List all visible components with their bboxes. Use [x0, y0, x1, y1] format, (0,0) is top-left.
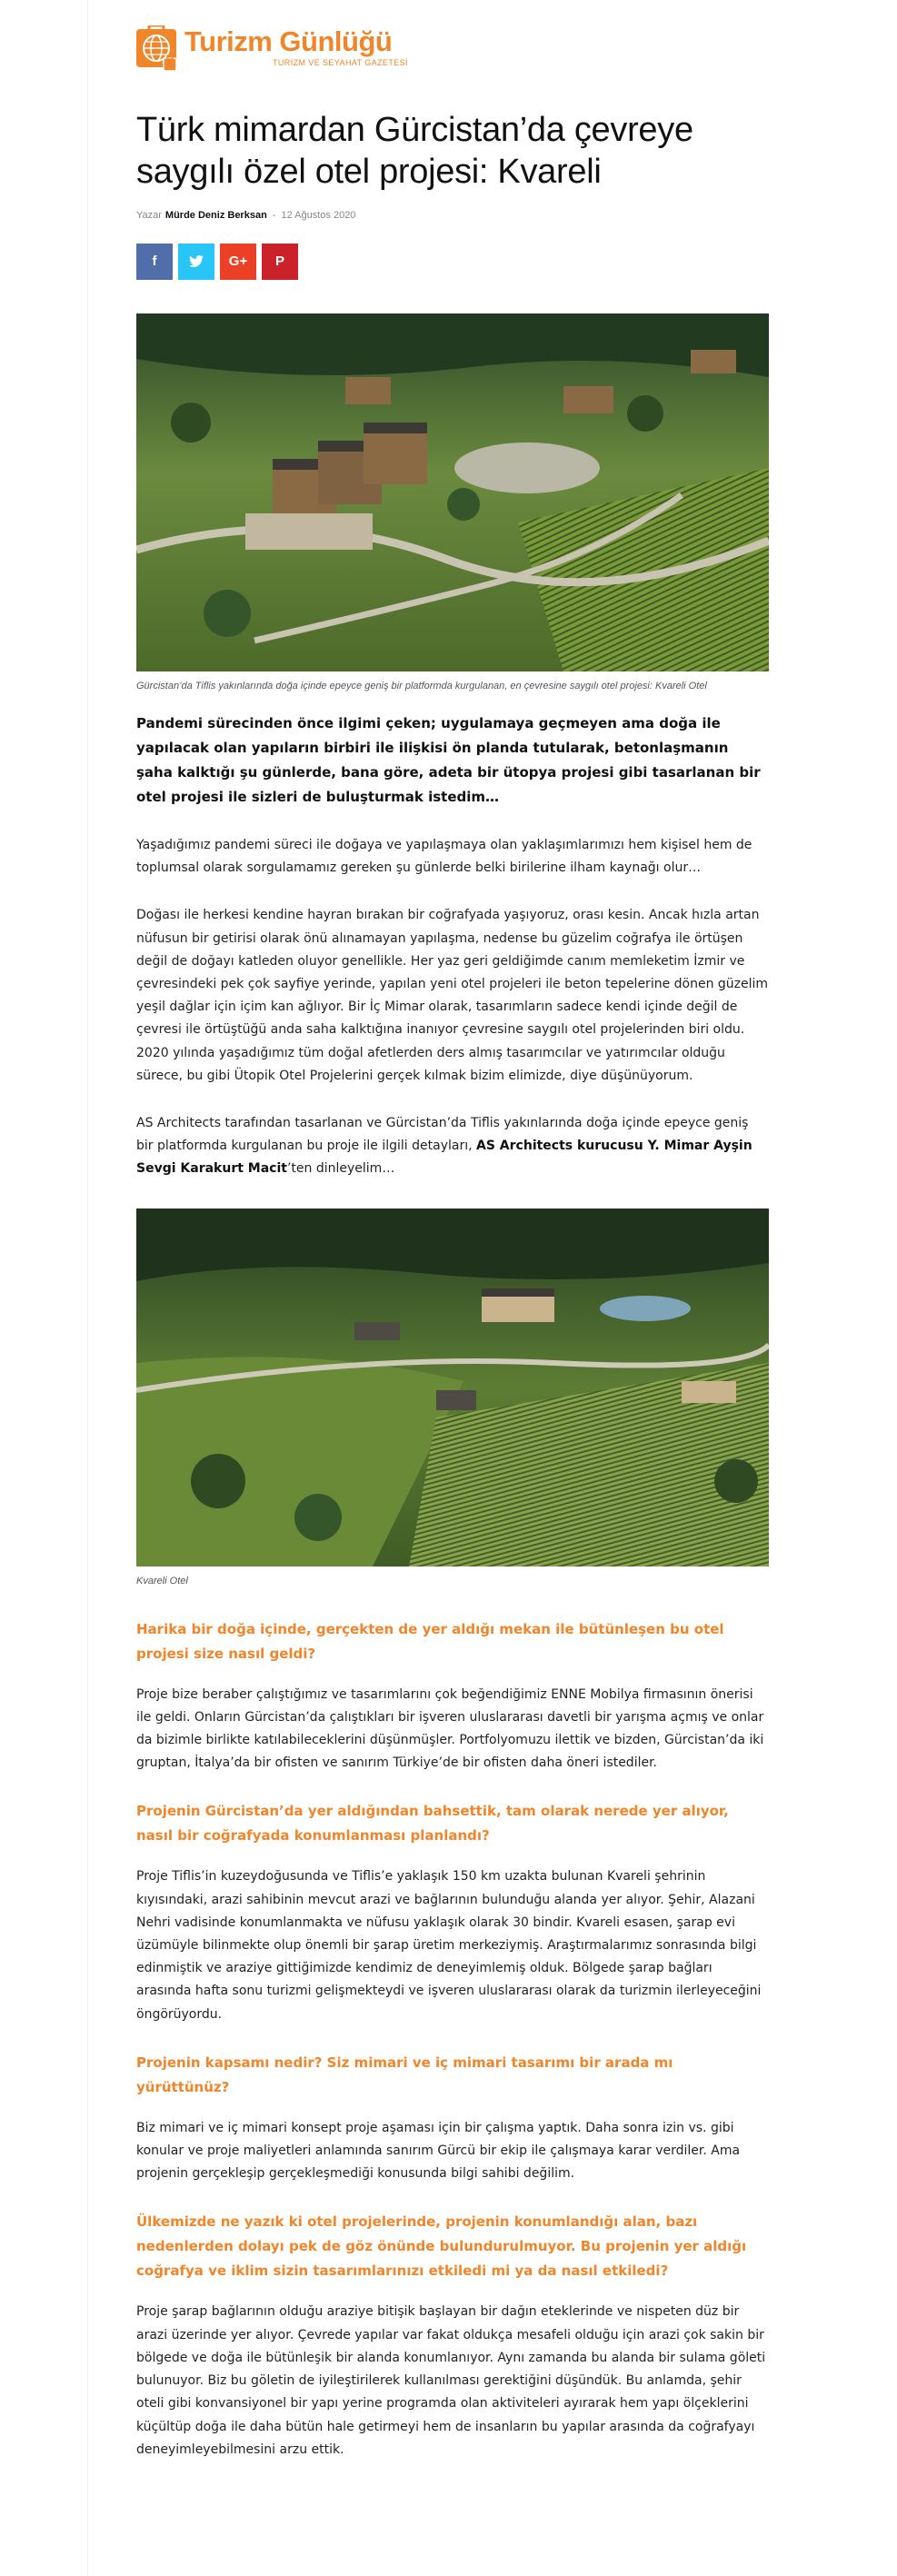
interview-answer: Proje şarap bağlarının olduğu araziye bitişik başlayan bir dağın eteklerinde ve nispeten düz bir arazi üzerinde yer alıyor. Çevrede yapılar var fakat oldukça mesafeli olduğu için arazi çok sakin bir bölgede ve doğa ile bütünleşik bir alanda konumlanıyor. Aynı zamanda bu alanda bir sulama göleti bulunuyor. Biz bu göletin de iyileştirilerek kullanılması gerektiğini düşündük. Bu anlamda, şehir oteli gibi konvansiyonel bir yapı yerine programda olan aktiviteleri ayırarak hem yapı ölçeklerini küçültüp doğa ile daha bütün hale getirmeyi hem de insanların bu yapılar arasında da coğrafyayı deneyimleyebilmesini arzu ettik. [136, 2304, 766, 2457]
article [136, 109, 769, 2462]
architect-name: AS Architects kurucusu Y. Mimar Ayşin Sevgi Karakurt Macit [136, 1139, 752, 1177]
interview-question: Ülkemizde ne yazık ki otel projelerinde, projenin konumlandığı alan, bazı nedenlerden dolayı pek de göz önünde bulundurulmuyor. Bu projenin yer aldığı coğrafya ve iklim sizin tasarımlarınızı etkiledi mi ya da nasıl etkiledi? [136, 2213, 747, 2280]
article-paragraph: Doğası ile herkesi kendine hayran bırakan bir coğrafyada yaşıyoruz, orası kesin. Ancak hızla artan nüfusun bir getirisi olarak önü alınamayan yapılaşma, nedense bu güzelim coğrafya ile örtüşen değil de doğayı katleden oluyor genellikle. Her yaz geri geldiğimde canım memleketim İzmir ve çevresindeki pek çok sayfiye yerinde, yapılan yeni otel projeleri ile beton tepelerine dönen güzelim yeşil dağlar için içim kan ağlıyor. Bir İç Mimar olarak, tasarımların sadece kendi içinde değil de çevresi ile örtüştüğü anda saha kalktığına inanıyor çevresine saygılı otel projelerinden biri oldu. 2020 yılında yaşadığımız tüm doğal afetlerden ders almış tasarımcılar ve yatırımcılar olduğu sürece, bu gibi Ütopik Otel Projelerini gerçek kılmak bizim elimizde, diye düşünüyorum. [136, 908, 769, 1083]
globe-suitcase-icon[interactable] [136, 25, 178, 73]
interview-question: Harika bir doğa içinde, gerçekten de yer aldığı mekan ile bütünleşen bu otel projesi size nasıl geldi? [136, 1620, 724, 1662]
site-header [136, 25, 409, 76]
article-paragraph: Yaşadığımız pandemi süreci ile doğaya ve yapılaşmaya olan yaklaşımlarımızı hem kişisel hem de toplumsal olarak sorgulamamız gereken şu günlerde belki birilerine ilham kaynağı olur… [136, 838, 752, 876]
article-paragraph [136, 1112, 769, 1181]
publish-date: 12 Ağustos 2020 [281, 210, 356, 221]
site-logo-name[interactable]: Turizm Günlüğü [184, 25, 393, 57]
featured-image-figure [136, 313, 769, 693]
interview-answer: Proje Tiflis’in kuzeydoğusunda ve Tiflis’e yaklaşık 150 km uzakta bulunan Kvareli şehrinin kıyısındaki, arazi sahibinin mevcut arazi ve bağlarının bulunduğu alanda yer alıyor. Şehir, Alazani Nehri vadisinde konumlanmakta ve nüfusu yaklaşık olarak 30 bindir. Kvareli esasen, şarap evi üzümüyle bilinmekte olup önemli bir şarap üretim merkeziymiş. Araştırmalarımız sonrasında bilgi edinmiştik ve araziye gittiğimizde kendimiz de deneyimlemiş olduk. Bölgede şarap bağları arasında hafta sonu turizmi gelişmekteydi ve işveren uluslararası olarak da turizmin ilerleyeceğini öngörüyordu. [136, 1869, 762, 2022]
article-title: Türk mimardan Gürcistan’da çevreye saygılı özel otel projesi: Kvareli [136, 111, 693, 191]
interview-answer: Proje bize beraber çalıştığımız ve tasarımlarını çok beğendiğimiz ENNE Mobilya firmasının önerisi ile geldi. Onların Gürcistan’da çalıştıkları bir işveren uluslararası davetli bir yarışma açmış ve onlar da bizimle birlikte katılabileceklerini düşünmüşler. Portfolyomuzu ilettik ve bizden, Gürcistan’da iki gruptan, İtalya’da bir ofisten ve sanırım Türkiye’de bir ofisten daha öneri istediler. [136, 1686, 764, 1771]
hotel-landscape-render-image [136, 1208, 769, 1566]
pinterest-icon: P [274, 254, 284, 269]
article-lead: Pandemi sürecinden önce ilgimi çeken; uygulamaya geçmeyen ama doğa ile yapılacak olan yapıların birbiri ile ilişkisi ön planda tutularak, betonlaşmanın şaha kalktığı şu günlerde, bana göre, adeta bir ütopya projesi gibi tasarlanan bir otel projesi ile sizleri de buluşturmak istedim… [136, 715, 761, 805]
facebook-icon: f [152, 254, 157, 269]
article-meta [136, 210, 769, 223]
share-bar [136, 244, 769, 280]
interview-answer: Biz mimari ve iç mimari konsept proje aşaması için bir çalışma yaptık. Daha sonra izin vs. gibi konular ve proje maliyetleri anlamında sanırım Gürcü bir ekip ile çalışmaya karar verdiler. Ama projenin gerçekleşip gerçekleşmediği konusunda bilgi sahibi değilim. [136, 2120, 741, 2182]
author-prefix: Yazar [136, 210, 162, 221]
author-link[interactable]: Mürde Deniz Berksan [164, 210, 267, 221]
hotel-aerial-render-image [136, 313, 769, 671]
twitter-icon [189, 254, 204, 269]
google-plus-share-button[interactable] [220, 244, 256, 280]
intro-text: AS Architects tarafından tasarlanan ve Gürcistan’da Tiflis yakınlarında doğa içinde epeyce geniş bir platformda kurgulanan bu proje ile ilgili detayları, [136, 1116, 749, 1154]
google-plus-icon: G+ [228, 254, 248, 269]
interview-question: Projenin kapsamı nedir? Siz mimari ve iç mimari tasarımı bir arada mı yürüttünüz? [136, 2054, 673, 2095]
left-rail-divider [87, 0, 88, 2576]
pinterest-share-button[interactable] [262, 244, 298, 280]
site-tagline: TURİZM VE SEYAHAT GAZETESİ [273, 58, 408, 67]
second-image-caption: Kvareli Otel [136, 1575, 188, 1586]
intro-text-end: ’ten dinleyelim… [286, 1161, 395, 1177]
featured-image-caption: Gürcistan’da Tiflis yakınlarında doğa içinde epeyce geniş bir platformda kurgulanan, en çevresine saygılı otel projesi: Kvareli Otel [136, 681, 707, 691]
interview-question: Projenin Gürcistan’da yer aldığından bahsettik, tam olarak nerede yer alıyor, nasıl bir coğrafyada konumlanması planlandı? [136, 1803, 729, 1845]
meta-separator: - [272, 210, 276, 221]
second-image-figure [136, 1208, 769, 1588]
twitter-share-button[interactable] [178, 244, 214, 280]
facebook-share-button[interactable] [136, 244, 173, 280]
